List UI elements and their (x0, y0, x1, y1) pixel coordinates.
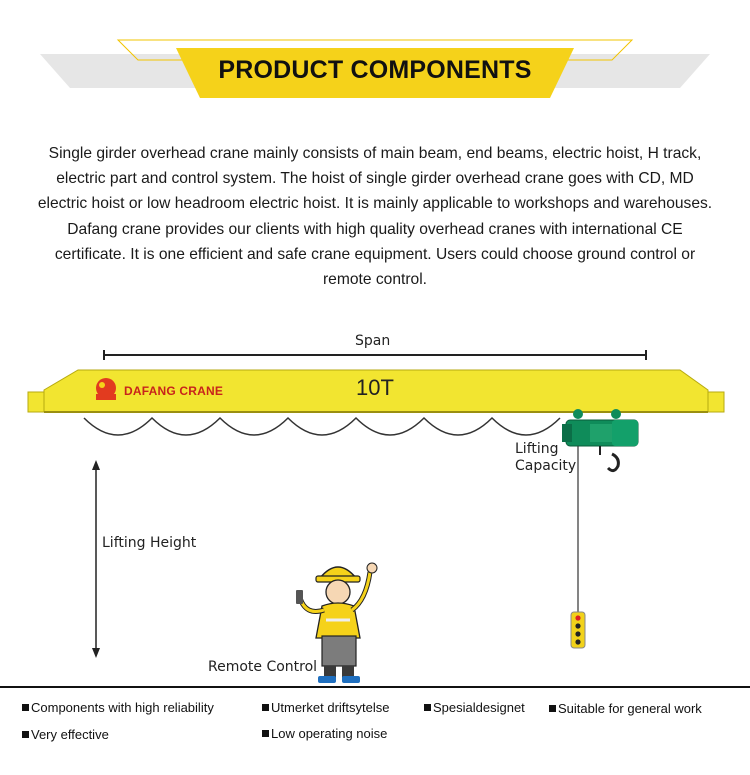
hook-icon (608, 454, 618, 471)
page-title: PRODUCT COMPONENTS (218, 56, 532, 84)
bullet-icon (262, 704, 269, 711)
lifting-height-label: Lifting Height (102, 535, 197, 551)
feature-item: Utmerket driftsytelse (262, 700, 389, 715)
feature-item: Low operating noise (262, 726, 387, 741)
festoon-cable (84, 418, 560, 435)
feature-item: Spesialdesignet (424, 700, 525, 715)
pendant-control-icon (571, 612, 585, 648)
header-banner (0, 0, 750, 115)
remote-control-label: Remote Control (208, 659, 318, 675)
span-label: Span (355, 333, 391, 349)
dafang-logo-icon (96, 378, 116, 400)
bullet-icon (424, 704, 431, 711)
feature-item: Very effective (22, 727, 109, 742)
bullet-icon (549, 705, 556, 712)
bullet-icon (22, 704, 29, 711)
brand-label: DAFANG CRANE (124, 384, 224, 398)
bullet-icon (262, 730, 269, 737)
capacity-label: 10T (356, 375, 394, 400)
intro-paragraph: Single girder overhead crane mainly consists of main beam, end beams, electric hoist, H track, electric part and control system. The hoist of single girder overhead crane goes with CD, MD electric hoist or low headroom electric hoist. It is mainly applicable to workshops and warehouses. Dafang crane provides our clients with high quality overhead cranes with international CE certificate. It is one efficient and safe crane equipment. Users could choose ground control or remote control. (37, 145, 713, 289)
remote-control-icon (296, 590, 303, 604)
crane-diagram (0, 320, 750, 690)
feature-item: Suitable for general work (549, 701, 702, 716)
divider (0, 686, 750, 688)
bullet-icon (22, 731, 29, 738)
span-dimension-line (104, 350, 646, 360)
lifting-capacity-label: Lifting Capacity (515, 441, 577, 474)
right-end-beam (706, 392, 724, 412)
lifting-height-arrow (92, 460, 100, 658)
left-end-beam (28, 392, 46, 412)
feature-item: Components with high reliability (22, 700, 214, 715)
